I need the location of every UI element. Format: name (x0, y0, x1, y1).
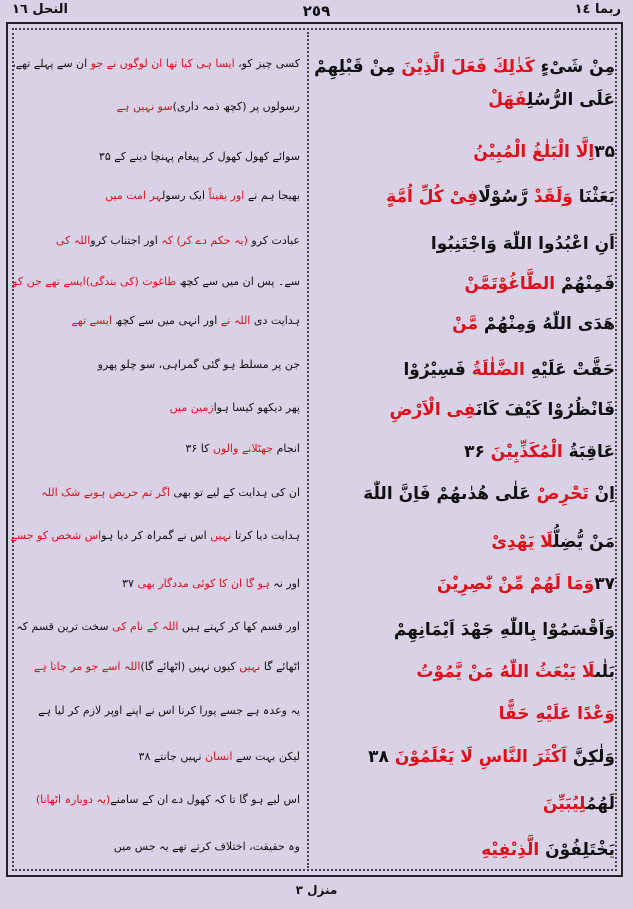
urdu-line (12, 55, 300, 73)
arabic-line (335, 358, 615, 382)
urdu-text-plain: رسولوں پر (کچھ ذمہ داری) (172, 100, 300, 113)
arabic-line (335, 140, 615, 164)
arabic-text-highlight: الَّذِىْ (510, 840, 540, 860)
urdu-line (20, 575, 300, 593)
urdu-text-plain: اور قسم کھا کر کہتے ہیں (178, 620, 300, 633)
arabic-text-highlight: الضَّلٰلَةُ (471, 360, 525, 380)
urdu-line (20, 312, 300, 330)
arabic-line (335, 792, 615, 816)
urdu-text-highlight: اللہ کی (55, 234, 91, 247)
urdu-text-plain: وہ حقیقت، اختلاف کرتے تھے یہ جس میں (113, 840, 300, 853)
arabic-text-plain: فَانْظُرُوْا كَيْفَ كَانَ (476, 400, 615, 420)
footer-manzil: منزل ٣ (295, 883, 338, 897)
urdu-line (12, 273, 300, 291)
arabic-text-plain: فَمِنْهُمْ (555, 274, 615, 294)
urdu-line (20, 748, 300, 766)
urdu-line (10, 527, 300, 545)
urdu-line (20, 399, 300, 417)
urdu-text-plain: انجام (273, 442, 300, 455)
urdu-text-highlight: نہیں (239, 660, 261, 673)
arabic-text-highlight: مَّنْ (452, 314, 478, 334)
arabic-text-highlight: فِى الْاَرْضِ (389, 400, 476, 420)
arabic-text-plain: وَاَقْسَمُوْا بِاللّٰهِ جَهْدَ اَيْمَانِهِمْ (393, 620, 615, 640)
arabic-text-plain: ۳۸ (368, 747, 395, 767)
urdu-text-highlight: اللہ اسے جو مر جاتا ہے (33, 660, 141, 673)
urdu-line (20, 702, 300, 720)
arabic-text-plain: رَّسُوْلًا (478, 187, 534, 207)
urdu-text-plain: کیوں نہیں (اٹھائے گا) (140, 660, 240, 673)
arabic-text-plain: مِنْ قَبْلِهِمْ (314, 57, 402, 77)
urdu-text-plain: سے۔ پس ان میں سے کچھ (176, 275, 300, 288)
urdu-text-highlight: ایسے تھے جن کو (12, 275, 86, 288)
urdu-line (16, 618, 300, 636)
arabic-line (335, 618, 615, 642)
urdu-line (20, 440, 300, 458)
urdu-text-plain: کا ۳۶ (185, 442, 213, 455)
urdu-text-highlight: اللہ کے نام کی (112, 620, 179, 633)
urdu-text-highlight: زمین میں (169, 401, 214, 414)
urdu-text-plain: ہدایت دیا کرتا (231, 529, 300, 542)
urdu-text-highlight: اور یقیناً (208, 189, 245, 202)
urdu-text-highlight: ایسا ہی کیا تھا ان لوگوں نے جو (90, 57, 235, 70)
arabic-line (335, 88, 615, 112)
urdu-text-plain: کسی چیز کو، (234, 57, 300, 70)
arabic-line (335, 312, 615, 336)
arabic-text-highlight: وَعْدًا عَلَيْهِ حَقًّا (498, 704, 615, 724)
urdu-line (20, 98, 300, 116)
urdu-text-highlight: (یہ دوبارہ اٹھانا) (35, 793, 111, 806)
arabic-text-plain: وَلٰكِنَّ (566, 747, 615, 767)
arabic-line (335, 232, 615, 256)
arabic-text-plain: هَدَى اللّٰهُ وَمِنْهُمْ (478, 314, 615, 334)
arabic-line (335, 530, 615, 554)
arabic-text-highlight: فِىْ كُلِّ اُمَّةٍ (386, 187, 479, 207)
arabic-text-plain: يَخْتَلِفُوْنَ (539, 840, 615, 860)
arabic-line (314, 55, 615, 79)
arabic-text-highlight: الطَّاغُوْتَ (491, 274, 556, 294)
urdu-text-plain: پھر دیکھو کیسا ہوا (213, 401, 300, 414)
arabic-text-plain: لَهُمُ (585, 794, 615, 814)
arabic-text-highlight: فِيْهِ (481, 840, 511, 860)
header-juz: ربما ١٤ (574, 2, 621, 17)
urdu-text-plain: ایک رسول (162, 189, 209, 202)
urdu-text-plain: ان کی ہدایت کے لیے تو بھی (170, 486, 300, 499)
arabic-line (335, 398, 615, 422)
arabic-line (335, 660, 615, 684)
urdu-text-plain: بھیجا ہم نے (244, 189, 300, 202)
arabic-text-plain: مِنْ شَىْءٍ (534, 57, 615, 77)
urdu-text-plain: اور اجتناب کرو (90, 234, 162, 247)
arabic-text-highlight: اَكْثَرَ النَّاسِ لَا يَعْلَمُوْنَ (394, 747, 567, 767)
arabic-text-highlight: وَلَقَدْ (533, 187, 573, 207)
urdu-text-plain: یہ وعدہ ہے جسے پورا کرنا اس نے اپنے اوپر لازم کر لیا ہے (38, 704, 300, 717)
urdu-text-highlight: ایسے تھے (71, 314, 112, 327)
urdu-text-highlight: (یہ حکم دے کر) کہ (161, 234, 248, 247)
arabic-text-plain: بَلٰى (594, 662, 615, 682)
arabic-line (335, 838, 615, 862)
arabic-line (335, 185, 615, 209)
urdu-text-highlight: انسان (205, 750, 233, 763)
arabic-text-plain: بَعَثْنَا (572, 187, 615, 207)
arabic-text-plain: اِنْ (588, 484, 615, 504)
urdu-text-plain: اس نے گمراہ کر دیا ہو (101, 529, 211, 542)
urdu-text-highlight: نہیں (210, 529, 232, 542)
arabic-line (335, 272, 615, 296)
urdu-text-highlight: ہر امت میں (105, 189, 162, 202)
urdu-text-plain: ۳۷ (122, 577, 138, 590)
urdu-text-highlight: ہو گا ان کا کوئی مددگار بھی (137, 577, 270, 590)
urdu-line (20, 791, 300, 809)
arabic-text-plain: حَقَّتْ عَلَيْهِ (524, 360, 615, 380)
urdu-text-highlight: اللہ نے (220, 314, 251, 327)
urdu-text-plain: ہدایت دی (250, 314, 300, 327)
arabic-text-highlight: لَا يَهْدِىْ (491, 532, 554, 552)
arabic-line (335, 745, 615, 769)
arabic-text-highlight: لِيُبَيِّنَ (542, 794, 586, 814)
urdu-text-highlight: اگر تم حریص ہو (93, 486, 170, 499)
arabic-text-plain: مَنْ يُّضِلُّ (553, 532, 615, 552)
urdu-text-plain: اور انہی میں سے کچھ (111, 314, 221, 327)
urdu-text-plain: سوائے کھول کھول کر پیغام پہنچا دینے کے ۳۵ (98, 150, 300, 163)
urdu-text-highlight: جھٹلانے والوں (212, 442, 274, 455)
urdu-text-plain: سخت ترین قسم کہ (16, 620, 113, 633)
urdu-text-plain: ان سے پہلے تھے، (12, 57, 91, 70)
arabic-text-highlight: مَّنْ (464, 274, 492, 294)
arabic-text-highlight: فَهَلْ (488, 90, 527, 110)
arabic-text-plain: ۳۶ (464, 442, 491, 462)
arabic-line (335, 440, 615, 464)
urdu-text-plain: اور نہ (269, 577, 300, 590)
arabic-text-plain: عَلٰى هُدٰىهُمْ فَاِنَّ اللّٰهَ (363, 484, 537, 504)
urdu-line (20, 356, 300, 374)
arabic-text-highlight: كَذٰلِكَ فَعَلَ الَّذِيْنَ (401, 57, 535, 77)
urdu-text-highlight: بے شک اللہ (41, 486, 94, 499)
arabic-line (335, 482, 615, 506)
arabic-text-plain: عَاقِبَةُ (562, 442, 615, 462)
header-surah: النحل ١٦ (12, 2, 69, 17)
urdu-text-plain: نہیں جانتے ۳۸ (138, 750, 206, 763)
urdu-line (20, 187, 300, 205)
arabic-text-highlight: وَمَا لَهُمْ مِّنْ نّٰصِرِيْنَ (436, 574, 595, 594)
urdu-text-highlight: سو نہیں ہے (116, 100, 173, 113)
urdu-line (20, 484, 300, 502)
urdu-text-plain: جن پر مسلط ہو گئی گمراہی، سو چلو پھرو (97, 358, 300, 371)
urdu-text-plain: اس لیے ہو گا تا کہ کھول دے ان کے سامنے (110, 793, 300, 806)
urdu-text-highlight: اس شخص کو جسے (10, 529, 102, 542)
column-divider (307, 32, 309, 868)
arabic-text-highlight: تَحْرِصْ (536, 484, 589, 504)
urdu-line (20, 148, 300, 166)
arabic-line (335, 702, 615, 726)
urdu-line (20, 838, 300, 856)
arabic-text-plain: فَسِيْرُوْا (403, 360, 472, 380)
arabic-text-highlight: اِلَّا الْبَلٰغُ الْمُبِيْنُ (473, 142, 595, 162)
urdu-line (20, 658, 300, 676)
urdu-text-plain: اٹھائے گا (260, 660, 300, 673)
urdu-text-plain: لیکن بہت سے (232, 750, 300, 763)
urdu-line (20, 232, 300, 250)
page-number: ٢٥٩ (302, 2, 331, 20)
arabic-text-plain: اَنِ اعْبُدُوا اللّٰهَ وَاجْتَنِبُوا (430, 234, 615, 254)
arabic-text-plain: ۳۵ (594, 142, 615, 162)
urdu-text-highlight: طاغوت (کی بندگی) (85, 275, 177, 288)
arabic-text-plain: ۳۷ (594, 574, 615, 594)
arabic-text-plain: عَلَى الرُّسُلِ (526, 90, 615, 110)
urdu-text-plain: عبادت کرو (247, 234, 300, 247)
arabic-text-highlight: الْمُكَذِّبِيْنَ (490, 442, 563, 462)
arabic-line (335, 572, 615, 596)
arabic-text-highlight: لَا يَبْعَثُ اللّٰهُ مَنْ يَّمُوْتُ (416, 662, 595, 682)
